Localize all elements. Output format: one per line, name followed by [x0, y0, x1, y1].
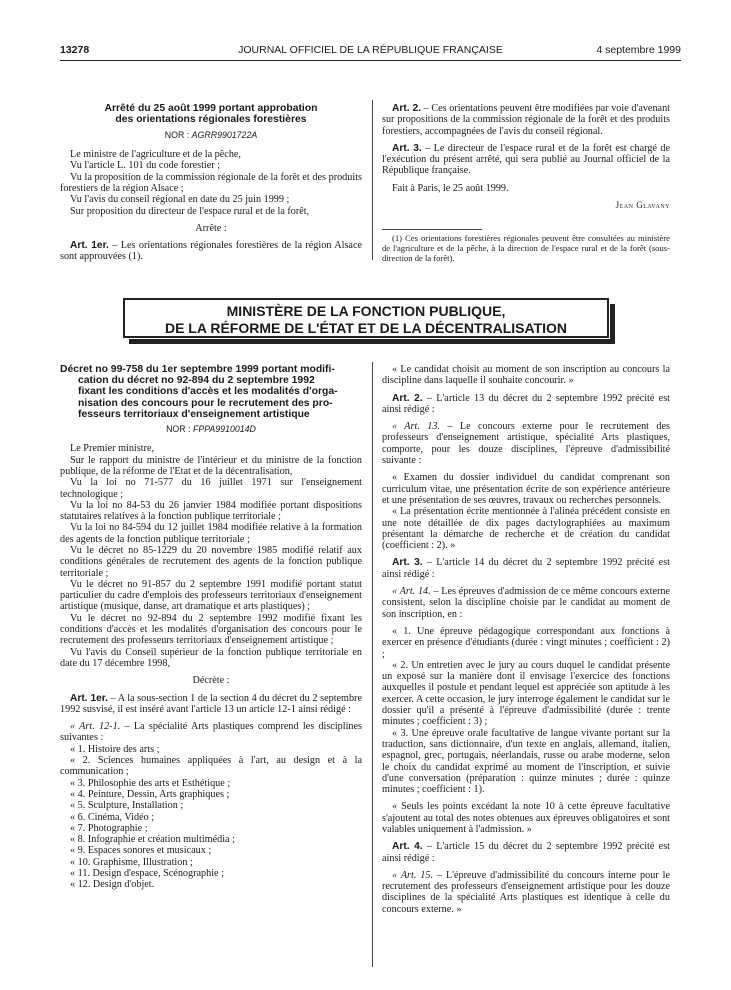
- arrete-article-1: [60, 240, 362, 263]
- ministry-line2: DE LA RÉFORME DE L'ÉTAT ET DE LA DÉCENTRALISATION: [164, 320, 568, 336]
- decret-visa: Vu le décret no 91-857 du 2 septembre 1991 modifié portant statut particulier du cadre d'emplois des professeurs territoriaux d'enseignement artistique (musique, danse, art dramatique et arts plastiques) ;: [60, 578, 362, 613]
- arrete-article-2: [382, 103, 670, 137]
- article-text: – Les orientations régionales forestières de la région Alsace sont approuvées (1).: [60, 240, 362, 263]
- decret-article-2: [382, 393, 670, 416]
- arrete-article-3: [382, 143, 670, 177]
- article-13: [382, 421, 670, 466]
- decret-title: [60, 364, 362, 420]
- list-item: « 5. Sculpture, Installation ;: [70, 800, 184, 812]
- article-label: Art. 4.: [392, 841, 423, 853]
- list-item: « 6. Cinéma, Vidéo ;: [70, 811, 155, 823]
- decret-visa: Vu la loi no 84-53 du 26 janvier 1984 modifiée portant dispositions statutaires relatives à la fonction publique territoriale ;: [60, 499, 362, 523]
- decret-article-3: [382, 557, 670, 580]
- decret-left-column: [60, 364, 362, 891]
- decret-title-line: nisation des concours pour le recrutement des pro-: [78, 397, 333, 409]
- column-separator: [372, 100, 373, 260]
- decret-visa: Vu le décret no 85-1229 du 20 novembre 1985 modifié relatif aux conditions générales de recrutement des agents de la fonction publique territoriale ;: [60, 544, 362, 579]
- list-item: « 7. Photographie ;: [70, 822, 148, 834]
- article-14: [382, 586, 670, 620]
- paragraph: « Seuls les points excédant la note 10 à cette épreuve facultative s'ajoutent au total des notes obtenues aux épreuves obligatoires et sont valables uniquement à l'admission. »: [382, 801, 670, 835]
- list-item: « 12. Design d'objet.: [70, 879, 155, 891]
- list-item: « 10. Graphisme, Illustration ;: [70, 856, 193, 868]
- arrete-word: Arrête :: [195, 222, 227, 234]
- decret-visa: Sur le rapport du ministre de l'intérieur et du ministre de la fonction publique, de la réforme de l'Etat et de la décentralisation,: [60, 454, 362, 477]
- nor-label: NOR :: [164, 129, 190, 140]
- nor-value: FPPA9910014D: [192, 424, 256, 435]
- arrete-visa: Le ministre de l'agriculture et de la pêche,: [70, 149, 241, 161]
- decret-visa: Vu la loi no 71-577 du 16 juillet 1971 sur l'enseignement technologique ;: [60, 477, 362, 500]
- article-text: – Les épreuves d'admission de ce même concours externe consistent, selon la discipline choisie par le candidat au moment de son inscription, en :: [382, 586, 670, 620]
- page-number: 13278: [60, 44, 90, 56]
- arrete-title: [60, 103, 362, 126]
- column-separator: [372, 362, 373, 967]
- arrete-fait: Fait à Paris, le 25 août 1999.: [392, 182, 509, 194]
- decret-title-line: fesseurs territoriaux d'enseignement artistique: [78, 408, 310, 420]
- footnote: (1) Ces orientations forestières régionales peuvent être consultées au ministère de l'agriculture et de la pêche, à la direction de l'espace rural et de la forêt (sous-direction de la forêt).: [382, 233, 670, 263]
- article-label: Art. 2.: [392, 392, 423, 404]
- signature: Jean Glavany: [615, 200, 670, 211]
- decrete-word: Décrète :: [192, 675, 230, 687]
- decret-article-1: [60, 693, 362, 716]
- decret-visa: Le Premier ministre,: [70, 443, 155, 455]
- list-item: « 3. Philosophie des arts et Esthétique ;: [70, 777, 231, 789]
- article-label: « Art. 12-1.: [70, 721, 121, 733]
- arrete-title-line1: Arrêté du 25 août 1999 portant approbation: [104, 103, 318, 114]
- article-text: – L'épreuve d'admissibilité du concours interne pour le recrutement des professeurs d'enseignement artistique pour les douze disciplines de la spécialité Arts plastiques est identique à celle du concours externe. »: [382, 869, 670, 915]
- list-item: « 2. Sciences humaines appliquées à l'art, au design et à la communication ;: [60, 755, 362, 778]
- article-label: « Art. 15.: [392, 869, 434, 881]
- header-rule: [60, 60, 681, 61]
- decret-title-line: cation du décret no 92-894 du 2 septembre 1992: [78, 375, 315, 387]
- article-text: – Ces orientations peuvent être modifiées par voie d'avenant sur propositions de la commission régionale de la forêt et des produits forestiers, accompagnées de l'avis du conseil régional.: [382, 103, 670, 137]
- list-item: « 8. Infographie et création multimédia ;: [70, 834, 235, 846]
- list-item: « 9. Espaces sonores et musicaux ;: [70, 845, 212, 857]
- article-text: – L'article 13 du décret du 2 septembre 1992 précité est ainsi rédigé :: [382, 392, 670, 415]
- epreuve-item: « 1. Une épreuve pédagogique correspondant aux fonctions à exercer en présence d'étudiants (durée : vingt minutes ; coefficient : 2) ;: [382, 625, 670, 660]
- arrete-nor: [60, 130, 362, 141]
- article-text: – La spécialité Arts plastiques comprend les disciplines suivantes :: [60, 721, 362, 744]
- issue-date: 4 septembre 1999: [596, 44, 681, 56]
- article-label: Art. 2.: [392, 103, 421, 114]
- article-text: – A la sous-section 1 de la section 4 du décret du 2 septembre 1992 susvisé, il est inséré avant l'article 13 un article 12-1 ainsi rédigé :: [60, 692, 362, 715]
- article-text: – Le directeur de l'espace rural et de la forêt est chargé de l'exécution du présent arrêté, qui sera publié au Journal officiel de la République française.: [382, 142, 671, 177]
- paragraph: « La présentation écrite mentionnée à l'alinéa précédent consiste en une note détaillée de dix pages dactylographiées au maximum présentant la démarche de recherche et de création du candidat (coefficient : 2). »: [382, 506, 670, 552]
- decret-visa: Vu la loi no 84-594 du 12 juillet 1984 modifiée relative à la formation des agents de la fonction publique territoriale ;: [60, 522, 362, 545]
- list-item: « 4. Peinture, Dessin, Arts graphiques ;: [70, 788, 230, 800]
- epreuve-item: « 2. Un entretien avec le jury au cours duquel le candidat présente un exposé sur la manière dont il envisage l'exercice des fonctions auxquelles il postule et pendant lequel est appréciée son aptitude à les exercer. A cette occasion, le jury interroge également le candidat sur le dossier qu'il a présenté à l'épreuve d'admissibilité (durée : trente minutes ; coefficient : 3) ;: [382, 659, 670, 728]
- article-label: Art. 1er.: [70, 692, 109, 704]
- article-label: Art. 1er.: [70, 240, 109, 252]
- article-text: – Le concours externe pour le recrutement des professeurs d'enseignement artistique, spécialité Arts plastiques, comporte, pour les douze disciplines, l'épreuve d'admissibilité suivante :: [382, 421, 670, 467]
- arrete-visa: Vu la proposition de la commission régionale de la forêt et des produits forestiers de la région Alsace ;: [60, 171, 362, 194]
- decret-right-column: [382, 364, 670, 915]
- article-12-1: [60, 721, 362, 744]
- arrete-right-column: [382, 103, 670, 264]
- article-label: Art. 3.: [392, 142, 422, 154]
- article-label: « Art. 14.: [392, 586, 431, 598]
- epreuve-item: « 3. Une épreuve orale facultative de langue vivante portant sur la traduction, sans dictionnaire, d'un texte en anglais, allemand, italien, espagnol, grec, portugais, néerlandais, russe ou arabe moderne, selon le choix du candidat exprimé au moment de l'inscription, et suivie d'une conversation (préparation : quinze minutes ; durée : quinze minutes ; coefficient : 1).: [382, 727, 670, 796]
- article-15: [382, 870, 670, 915]
- arrete-left-column: [60, 103, 362, 263]
- arrete-title-line2: des orientations régionales forestières: [115, 114, 307, 126]
- article-text: – L'article 15 du décret du 2 septembre 1992 précité est ainsi rédigé :: [382, 841, 670, 864]
- disciplines-list: [60, 744, 362, 891]
- paragraph: « Examen du dossier individuel du candidat comprenant son curriculum vitae, une présentation écrite de son expérience antérieure et une présentation de ses œuvres, travaux ou recherches personnels.: [382, 472, 670, 506]
- arrete-visa: Sur proposition du directeur de l'espace rural et de la forêt,: [70, 205, 310, 217]
- nor-value: AGRR9901722A: [191, 129, 258, 140]
- footnote-rule: [382, 229, 482, 230]
- decret-title-line: fixant les conditions d'accès et les modalités d'orga-: [78, 386, 338, 398]
- article-label: Art. 3.: [392, 557, 423, 569]
- arrete-visa: Vu l'article L. 101 du code forestier ;: [70, 160, 221, 172]
- page-header: [60, 44, 681, 60]
- article-label: « Art. 13.: [392, 421, 440, 433]
- decret-visa: Vu le décret no 92-894 du 2 septembre 1992 modifié fixant les conditions d'accès et les modalités d'organisation des concours pour le recrutement des professeurs territoriaux d'enseignement artistique ;: [60, 612, 362, 647]
- decret-nor: [60, 424, 362, 435]
- list-item: « 11. Design d'espace, Scénographie ;: [70, 868, 224, 879]
- journal-title: JOURNAL OFFICIEL DE LA RÉPUBLIQUE FRANÇAISE: [238, 44, 503, 56]
- decret-article-4: [382, 841, 670, 864]
- article-text: – L'article 14 du décret du 2 septembre 1992 précité est ainsi rédigé :: [382, 557, 670, 580]
- ministry-banner: [123, 298, 609, 338]
- decret-title-line: Décret no 99-758 du 1er septembre 1999 portant modifi-: [60, 364, 335, 375]
- paragraph: « Le candidat choisit au moment de son inscription au concours la discipline dans laquelle il souhaite concourir. »: [382, 364, 670, 387]
- list-item: « 1. Histoire des arts ;: [70, 743, 160, 755]
- nor-label: NOR :: [166, 424, 191, 435]
- ministry-line1: MINISTÈRE DE LA FONCTION PUBLIQUE,: [226, 303, 506, 319]
- arrete-visa: Vu l'avis du conseil régional en date du 25 juin 1999 ;: [70, 194, 290, 206]
- decret-visa: Vu l'avis du Conseil supérieur de la fonction publique territoriale en date du 17 décembre 1998,: [60, 646, 362, 669]
